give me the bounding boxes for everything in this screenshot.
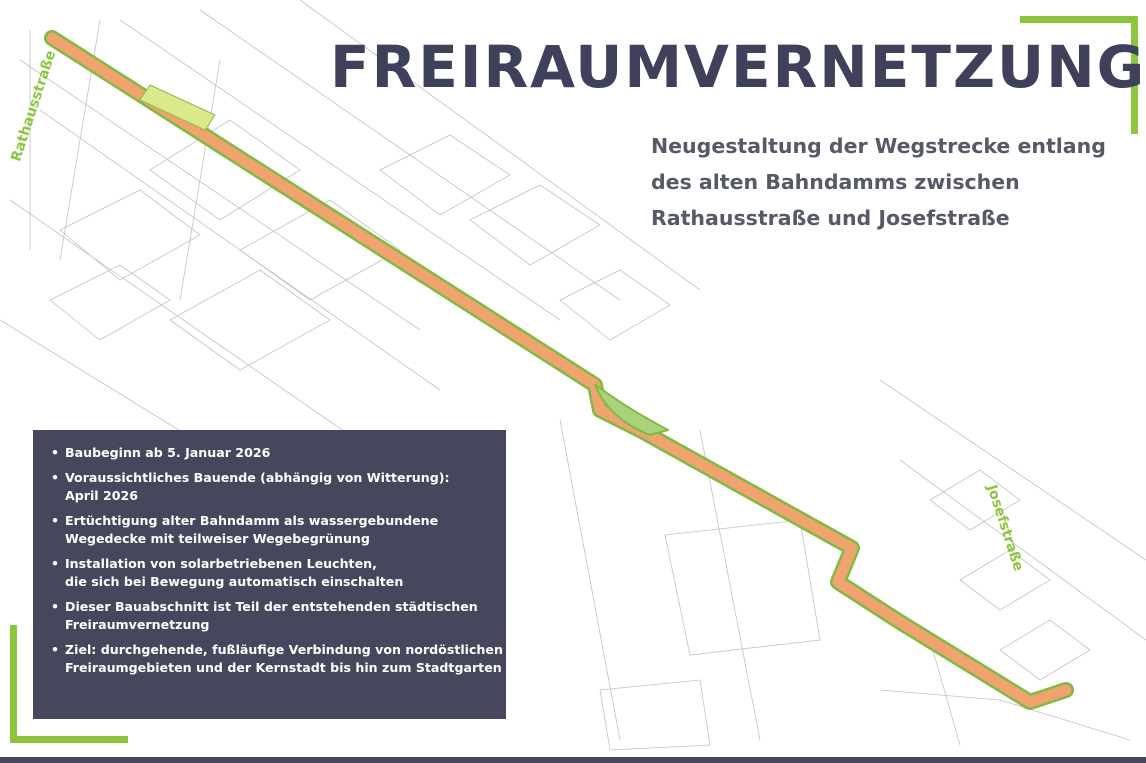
info-item-line: • Ertüchtigung alter Bahndamm als wassergebundene (65, 513, 439, 528)
info-list (51, 444, 503, 677)
info-item-line: • Ziel: durchgehende, fußläufige Verbindung von nordöstlichen (65, 642, 503, 657)
page-title: FREIRAUMVERNETZUNG (330, 33, 1146, 101)
info-item (51, 444, 494, 462)
info-item-line: Wegedecke mit teilweiser Wegebegrünung (65, 531, 370, 546)
info-item-line: • Voraussichtliches Bauende (abhängig von Witterung): (65, 470, 450, 485)
info-item (51, 512, 494, 548)
info-item (51, 641, 503, 677)
info-item (51, 469, 494, 505)
street-label-josefstrasse: Josefstraße (983, 482, 1027, 574)
info-item-line: die sich bei Bewegung automatisch einschalten (65, 574, 404, 589)
info-item-line: April 2026 (65, 488, 139, 503)
info-box (33, 430, 506, 719)
subtitle-line: Rathausstraße und Josefstraße (651, 206, 1010, 230)
info-item-line: • Baubeginn ab 5. Januar 2026 (65, 445, 271, 460)
info-item-line: • Dieser Bauabschnitt ist Teil der entstehenden städtischen (65, 599, 478, 614)
info-item-line: Freiraumvernetzung (65, 617, 210, 632)
subtitle-line: des alten Bahndamms zwischen (651, 170, 1020, 194)
info-item (51, 555, 494, 591)
info-item (51, 598, 494, 634)
bottom-bar (0, 757, 1146, 763)
subtitle-line: Neugestaltung der Wegstrecke entlang (651, 134, 1106, 158)
info-item-line: Freiraumgebieten und der Kernstadt bis hin zum Stadtgarten (65, 660, 502, 675)
info-item-line: • Installation von solarbetriebenen Leuchten, (65, 556, 377, 571)
street-label-rathausstrasse: Rathausstraße (8, 48, 60, 164)
subtitle (651, 128, 1121, 236)
